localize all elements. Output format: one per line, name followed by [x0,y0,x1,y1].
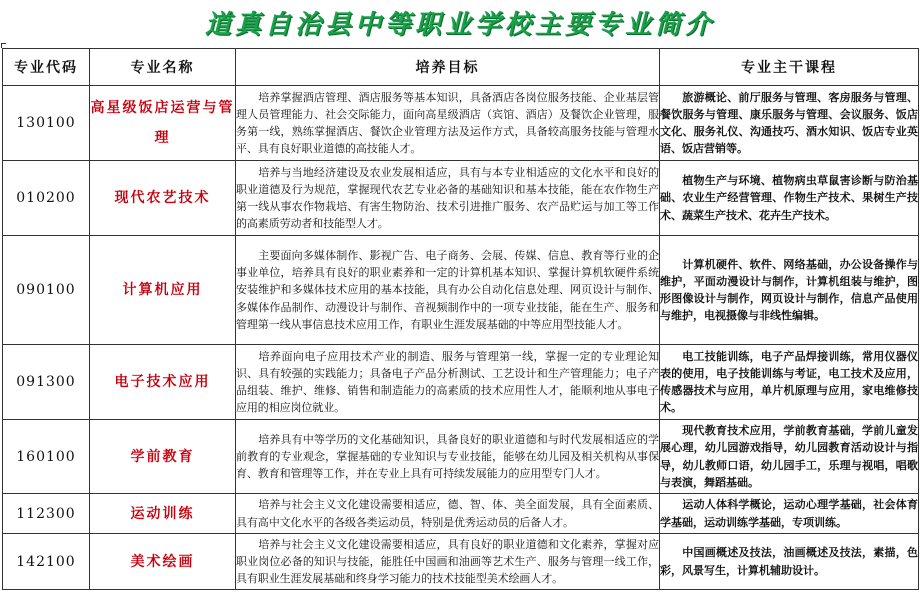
major-courses: 中国画概述及技法，油画概述及技法，素描，色彩，风景写生，计算机辅助设计。 [660,534,919,590]
major-goal: 培养掌握酒店管理、酒店服务等基本知识，具备酒店各岗位服务技能、企业基层管理人员管理能力、社会交际能力，面向高星级酒店（宾馆、酒店）及餐饮企业管理，服务第一线，熟练掌握酒店、餐饮企业管理方法及运作方式，具备较高服务技能与管理水平、具有良好职业道德的高技能人才。 [236,86,660,161]
header-row [3,49,919,86]
major-courses: 计算机硬件、软件、网络基础，办公设备操作与维护，平面动漫设计与制作，计算机组装与维护，图形图像设计与制作，网页设计与制作，信息产品使用与维护，电视摄像与非线性编辑。 [660,236,919,345]
header-name: 专业名称 [90,49,236,86]
table-row [3,420,919,494]
majors-table [2,48,919,590]
header-goal: 培养目标 [236,49,660,86]
header-code: 专业代码 [3,49,90,86]
major-courses: 植物生产与环境、植物病虫草鼠害诊断与防治基础、农业生产经营管理、作物生产技术、果树生产技术、蔬菜生产技术、花卉生产技术。 [660,161,919,236]
major-goal: 培养与社会主义文化建设需要相适应，具有良好的职业道德和文化素养，掌握对应职业岗位必备的知识与技能，能胜任中国画和油画等艺术生产、服务与管理一线工作，具有职业生涯发展基础和终身学习能力的技术技能型美术绘画人才。 [236,534,660,590]
major-courses: 电工技能训练，电子产品焊接训练，常用仪器仪表的使用，电子技能训练与考证，电工技术及应用，传感器技术与应用，单片机原理与应用，家电维修技术。 [660,345,919,420]
major-code: 142100 [3,534,90,590]
major-goal: 培养具有中等学历的文化基础知识，具备良好的职业道德和与时代发展相适应的学前教育的专业观念，掌握基础的专业知识与专业技能，能够在幼儿园及相关机构从事保育、教育和管理等工作，并在专业上具有可持续发展能力的应用型专门人才。 [236,420,660,494]
major-name: 电子技术应用 [90,345,236,420]
major-code: 091300 [3,345,90,420]
major-name: 运动训练 [90,494,236,534]
major-name: 高星级饭店运营与管理 [90,86,236,161]
major-code: 090100 [3,236,90,345]
major-name: 学前教育 [90,420,236,494]
major-code: 130100 [3,86,90,161]
table-row [3,345,919,420]
major-courses: 旅游概论、前厅服务与管理、客房服务与管理、餐饮服务与管理、康乐服务与管理、会议服务、饭店文化、服务礼仪、沟通技巧、酒水知识、饭店专业英语、饭店营销等。 [660,86,919,161]
page-title: 道真自治县中等职业学校主要专业简介 [204,10,715,40]
major-code: 112300 [3,494,90,534]
table-row [3,236,919,345]
major-goal: 培养与社会主义文化建设需要相适应，德、智、体、美全面发展，具有全面素质、具有高中文化水平的各级各类运动员，特别是优秀运动员的后备人才。 [236,494,660,534]
major-code: 010200 [3,161,90,236]
table-row [3,494,919,534]
major-name: 计算机应用 [90,236,236,345]
header-courses: 专业主干课程 [660,49,919,86]
major-name: 美术绘画 [90,534,236,590]
major-courses: 运动人体科学概论，运动心理学基础，社会体育学基础，运动训练学基础，专项训练。 [660,494,919,534]
major-code: 160100 [3,420,90,494]
major-goal: 主要面向多媒体制作、影视广告、电子商务、会展、传媒、信息、教育等行业的企事业单位，培养具有良好的职业素养和一定的计算机基本知识、掌握计算机软硬件系统安装维护和多媒体技术应用的基本技能，具有办公自动化信息处理、网页设计与制作、多媒体作品制作、动漫设计与制作、音视频制作中的一项专业技能，能在生产、服务和管理第一线从事信息技术应用工作，有职业生涯发展基础的中等应用型技能人才。 [236,236,660,345]
major-goal: 培养面向电子应用技术产业的制造、服务与管理第一线，掌握一定的专业理论知识、具有较强的实践能力；具备电子产品分析测试、工艺设计和生产管理能力；电子产品组装、维护、维修、销售和制造能力的高素质的技术应用性人才，能顺利地从事电子应用的相应岗位就业。 [236,345,660,420]
table-row [3,161,919,236]
table-row [3,534,919,590]
table-row [3,86,919,161]
major-goal: 培养与当地经济建设及农业发展相适应，具有与本专业相适应的文化水平和良好的职业道德及行为规范，掌握现代农艺专业必备的基础知识和基本技能，能在农作物生产第一线从事农作物栽培、有害生物防治、技术引进推广服务、农产品贮运与加工等工作的高素质劳动者和技能型人才。 [236,161,660,236]
major-name: 现代农艺技术 [90,161,236,236]
major-courses: 现代教育技术应用，学前教育基础，学前儿童发展心理，幼儿园游戏指导，幼儿园教育活动设计与指导，幼儿教师口语，幼儿园手工，乐理与视唱，唱歌与表演，舞蹈基础。 [660,420,919,494]
